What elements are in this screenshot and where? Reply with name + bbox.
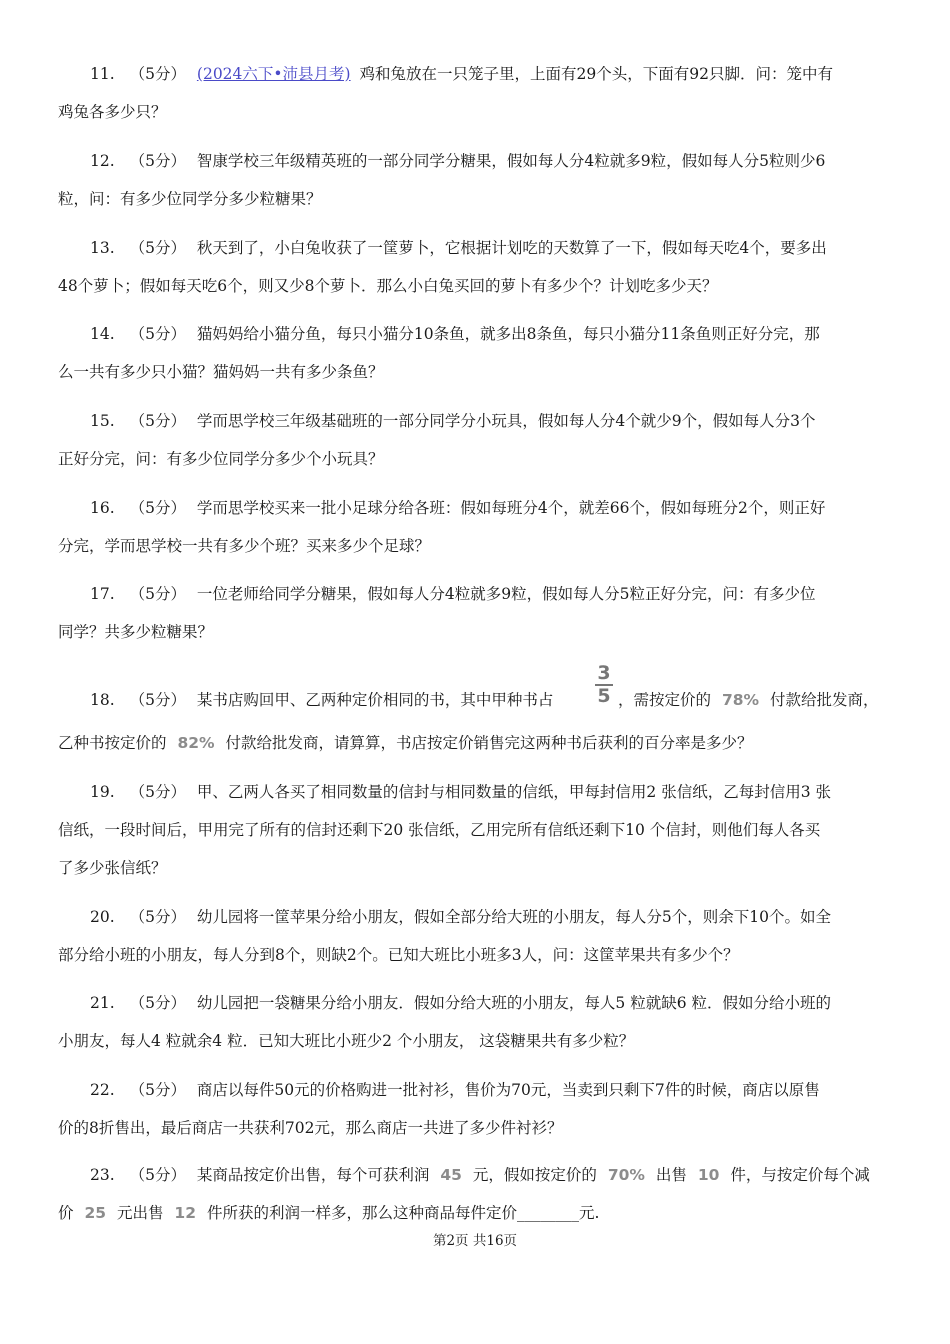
question-number: 14.	[90, 325, 115, 343]
question-text: 元出售	[116, 1204, 164, 1222]
question-text: 信纸，一段时间后，甲用完了所有的信封还剩下20 张信纸，乙用完所有信纸还剩下10 个信封，则他们每人各买	[58, 821, 821, 839]
question-text: 商店以每件50元的价格购进一批衬衫，售价为70元，当卖到只剩下7件的时候，商店以原售	[196, 1081, 820, 1099]
number-value: 25	[84, 1204, 107, 1222]
question-text: 乙种书按定价的	[58, 734, 167, 752]
question-score: （5分）	[129, 691, 186, 709]
number-value: 45	[440, 1166, 462, 1184]
question-text: 小朋友，每人4 粒就余4 粒．已知大班比小班少2 个小朋友， 这袋糖果共有多少粒？	[58, 1032, 635, 1050]
question-text: 出售	[655, 1166, 687, 1184]
question-text: 分完，学而思学校一共有多少个班？买来多少个足球？	[58, 537, 431, 555]
question-text: 价	[58, 1204, 74, 1222]
question-score: （5分）	[129, 65, 186, 83]
question-text: 幼儿园把一袋糖果分给小朋友．假如分给大班的小朋友，每人5 粒就缺6 粒．假如分给小班的	[196, 994, 831, 1012]
fraction-numerator: 3	[597, 662, 611, 684]
question-number: 20.	[90, 908, 115, 926]
question-number: 16.	[90, 499, 115, 517]
question-text: 某书店购回甲、乙两种定价相同的书，其中甲种书占	[196, 691, 554, 709]
question-number: 12.	[90, 152, 115, 170]
question-text: 件所获的利润一样多，那么这种商品每件定价________元.	[206, 1204, 600, 1222]
question-text: 学而思学校买来一批小足球分给各班：假如每班分4个，就差66个，假如每班分2个，则正好	[196, 499, 826, 517]
question-source-link[interactable]: (2024六下•沛县月考)	[196, 65, 351, 83]
question-score: （5分）	[129, 1166, 186, 1184]
question-text: 粒，问：有多少位同学分多少粒糖果？	[58, 190, 322, 208]
question-text: ，需按定价的	[618, 691, 712, 709]
question-score: （5分）	[129, 325, 186, 343]
question-number: 15.	[90, 412, 115, 430]
question-score: （5分）	[129, 152, 186, 170]
question-text: 么一共有多少只小猫？猫妈妈一共有多少条鱼？	[58, 363, 384, 381]
question-number: 13.	[90, 239, 115, 257]
question-text: 猫妈妈给小猫分鱼，每只小猫分10条鱼，就多出8条鱼，每只小猫分11条鱼则正好分完，那	[196, 325, 820, 343]
question-text: 元，假如按定价的	[472, 1166, 597, 1184]
question-score: （5分）	[129, 239, 186, 257]
question-text: 幼儿园将一筐苹果分给小朋友，假如全部分给大班的小朋友，每人分5个，则余下10个。如全	[196, 908, 831, 926]
question-text: 了多少张信纸？	[58, 859, 167, 877]
question-text: 同学？共多少粒糖果？	[58, 623, 214, 641]
fraction-three-fifths	[595, 664, 613, 706]
question-text: 某商品按定价出售，每个可获利润	[196, 1166, 430, 1184]
question-text: 秋天到了，小白兔收获了一筐萝卜，它根据计划吃的天数算了一下，假如每天吃4个，要多出	[196, 239, 827, 257]
question-score: （5分）	[129, 783, 186, 801]
question-number: 22.	[90, 1081, 115, 1099]
question-number: 19.	[90, 783, 115, 801]
question-score: （5分）	[129, 585, 186, 603]
question-text: 鸡兔各多少只？	[58, 103, 167, 121]
percent-value: 70%	[607, 1166, 645, 1184]
question-number: 17.	[90, 585, 115, 603]
question-score: （5分）	[129, 1081, 186, 1099]
percent-value: 78%	[721, 691, 760, 709]
fraction-denominator: 5	[597, 685, 611, 707]
question-score: （5分）	[129, 499, 186, 517]
number-value: 10	[697, 1166, 720, 1184]
question-text: 付款给批发商，	[770, 691, 879, 709]
question-score: （5分）	[129, 994, 186, 1012]
question-text: 学而思学校三年级基础班的一部分同学分小玩具，假如每人分4个就少9个，假如每人分3个	[196, 412, 816, 430]
question-text: 鸡和兔放在一只笼子里，上面有29个头，下面有92只脚．问：笼中有	[359, 65, 833, 83]
question-text: 一位老师给同学分糖果，假如每人分4粒就多9粒，假如每人分5粒正好分完，问：有多少位	[196, 585, 816, 603]
question-text: 价的8折售出，最后商店一共获利702元，那么商店一共进了多少件衬衫？	[58, 1119, 563, 1137]
question-number: 11.	[90, 65, 115, 83]
question-text: 48个萝卜；假如每天吃6个，则又少8个萝卜．那么小白兔买回的萝卜有多少个？计划吃多少天？	[58, 277, 718, 295]
question-number: 21.	[90, 994, 115, 1012]
question-number: 23.	[90, 1166, 115, 1184]
question-score: （5分）	[129, 908, 186, 926]
question-text: 件，与按定价每个减	[730, 1166, 870, 1184]
question-score: （5分）	[129, 412, 186, 430]
question-text: 甲、乙两人各买了相同数量的信封与相同数量的信纸，甲每封信用2 张信纸，乙每封信用3 张	[196, 783, 831, 801]
question-text: 正好分完，问：有多少位同学分多少个小玩具？	[58, 450, 384, 468]
page-footer: 第2页 共16页	[432, 1233, 518, 1249]
question-number: 18.	[90, 691, 115, 709]
question-text: 智康学校三年级精英班的一部分同学分糖果，假如每人分4粒就多9粒，假如每人分5粒则少6	[196, 152, 826, 170]
number-value: 12	[174, 1204, 196, 1222]
question-text: 部分给小班的小朋友，每人分到8个，则缺2个。已知大班比小班多3人，问：这筐苹果共有多少个？	[58, 946, 739, 964]
percent-value: 82%	[177, 734, 215, 752]
question-text: 付款给批发商，请算算，书店按定价销售完这两种书后获利的百分率是多少？	[225, 734, 753, 752]
